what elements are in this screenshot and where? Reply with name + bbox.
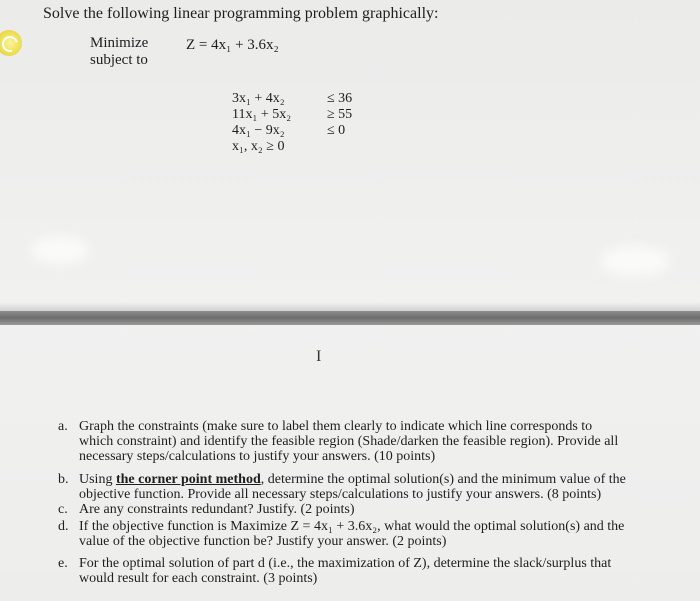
question-d-line-2: value of the objective function be? Justify your answer. (2 points) xyxy=(79,534,447,549)
page-edge-shadow xyxy=(0,302,700,311)
constraint-2-lhs: 11x₁ + 5x₂ xyxy=(232,107,292,122)
question-a-line-3: necessary steps/calculations to justify your answers. (10 points) xyxy=(79,449,436,464)
question-letter: a. xyxy=(58,419,68,434)
question-letter: e. xyxy=(58,556,68,571)
constraint-1-rhs: ≤ 36 xyxy=(327,91,353,106)
glare-smudge xyxy=(600,246,670,276)
question-d xyxy=(58,519,668,549)
constraint-1-lhs: 3x₁ + 4x₂ xyxy=(232,91,285,106)
question-b-line-2: objective function. Provide all necessary steps/calculations to justify your answers. (8 points) xyxy=(79,487,602,502)
constraints-rhs xyxy=(327,91,352,139)
question-a-line-2: which constraint) and identify the feasible region (Shade/darken the feasible region). Provide all xyxy=(79,434,619,449)
constraint-3-lhs: 4x₁ − 9x₂ xyxy=(232,123,285,138)
text-cursor-icon: I xyxy=(316,348,322,365)
question-letter: c. xyxy=(58,502,68,517)
nonnegativity-constraint: x₁, x₂ ≥ 0 xyxy=(232,139,285,154)
question-c xyxy=(58,502,668,517)
question-b-post: , determine the optimal solution(s) and the minimum value of the xyxy=(260,472,626,487)
constraint-3-rhs: ≤ 0 xyxy=(327,123,346,138)
corner-point-method-emphasis: the corner point method xyxy=(115,472,261,487)
problem-heading: Solve the following linear programming problem graphically: xyxy=(43,5,439,22)
page-divider xyxy=(0,311,700,325)
sticker-icon xyxy=(0,30,22,56)
question-b xyxy=(58,472,668,502)
question-letter: b. xyxy=(58,472,69,487)
question-letter: d. xyxy=(58,519,69,534)
question-d-line-1: If the objective function is Maximize Z = 4x₁ + 3.6x₂, what would the optimal solution(s) and the xyxy=(79,519,625,534)
question-e xyxy=(58,556,668,586)
constraint-2-rhs: ≥ 55 xyxy=(327,107,353,122)
minimize-label: Minimize xyxy=(90,35,149,51)
question-e-line-2: would result for each constraint. (3 points) xyxy=(79,571,318,586)
glare-smudge xyxy=(30,236,90,264)
question-a-line-1: Graph the constraints (make sure to label them clearly to indicate which line corresponds to xyxy=(79,419,593,434)
constraints-lhs xyxy=(232,91,291,155)
question-a xyxy=(58,419,668,464)
objective-function: Z = 4x₁ + 3.6x₂ xyxy=(186,37,279,53)
question-c-line-1: Are any constraints redundant? Justify. (2 points) xyxy=(79,502,355,517)
subject-to-label: subject to xyxy=(90,52,148,68)
question-e-line-1: For the optimal solution of part d (i.e., the maximization of Z), determine the slack/surplus that xyxy=(79,556,612,571)
question-b-pre: Using xyxy=(79,472,116,487)
